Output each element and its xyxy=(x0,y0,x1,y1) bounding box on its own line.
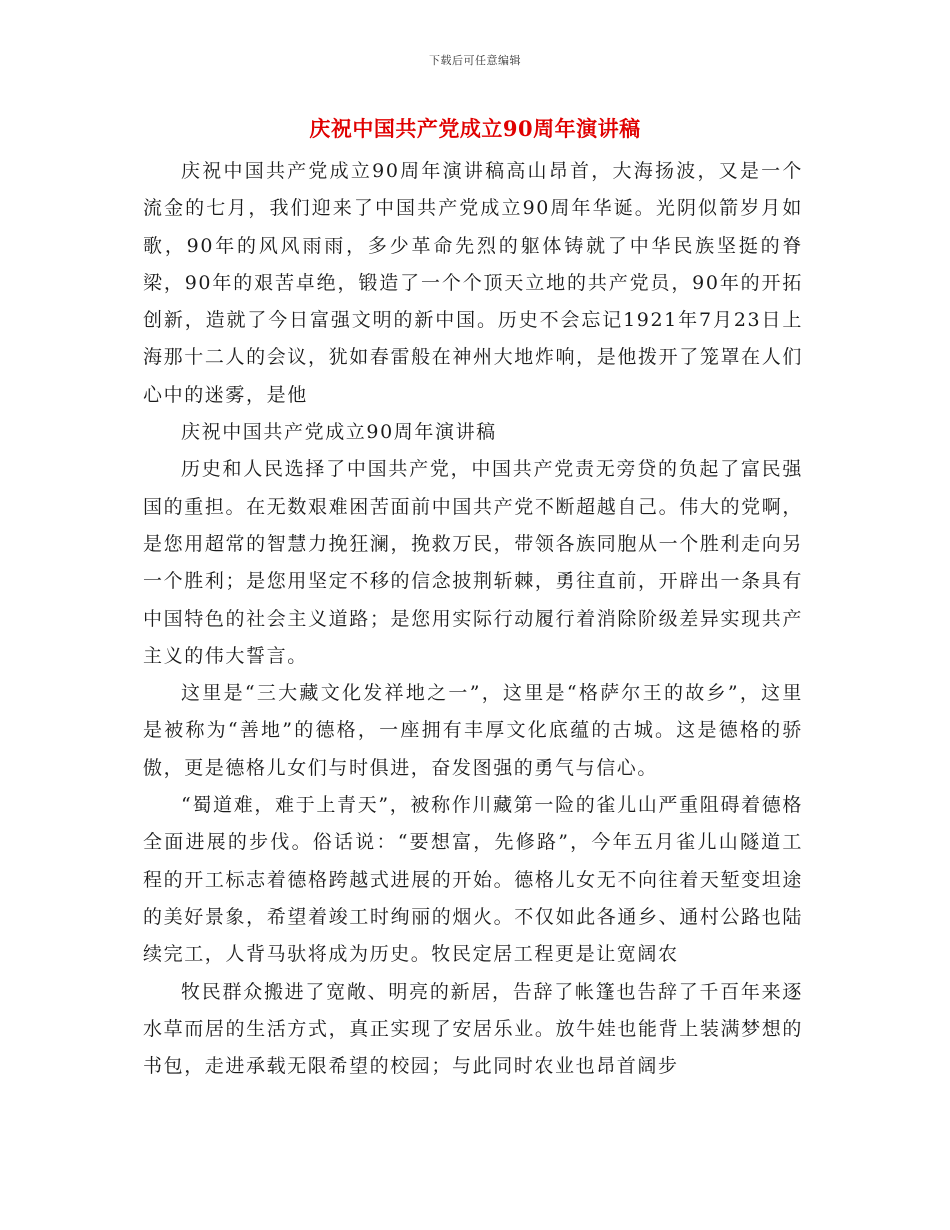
paragraph: 牧民群众搬进了宽敞、明亮的新居，告辞了帐篷也告辞了千百年来逐水草而居的生活方式，真正实现了安居乐业。放牛娃也能背上装满梦想的书包，走进承载无限希望的校园；与此同时农业也昂首阔步 xyxy=(143,980,803,1078)
document-title: 庆祝中国共产党成立90周年演讲稿 xyxy=(309,116,641,141)
paragraph: 历史和人民选择了中国共产党，中国共产党责无旁贷的负起了富民强国的重担。在无数艰难困苦面前中国共产党不断超越自己。伟大的党啊，是您用超常的智慧力挽狂澜，挽救万民，带领各族同胞从一个胜利走向另一个胜利；是您用坚定不移的信念披荆斩棘，勇往直前，开辟出一条具有中国特色的社会主义道路；是您用实际行动履行着消除阶级差异实现共产主义的伟大誓言。 xyxy=(143,458,803,667)
paragraph: 庆祝中国共产党成立90周年演讲稿高山昂首，大海扬波，又是一个流金的七月，我们迎来了中国共产党成立90周年华诞。光阴似箭岁月如歌，90年的风风雨雨，多少革命先烈的躯体铸就了中华民族坚挺的脊梁，90年的艰苦卓绝，锻造了一个个顶天立地的共产党员，90年的开拓创新，造就了今日富强文明的新中国。历史不会忘记1921年7月23日上海那十二人的会议，犹如春雷般在神州大地炸响，是他拨开了笼罩在人们心中的迷雾，是他 xyxy=(143,160,803,406)
document-body xyxy=(143,153,803,1085)
paragraph: “蜀道难，难于上青天”，被称作川藏第一险的雀儿山严重阻碍着德格全面进展的步伐。俗话说：“要想富，先修路”，今年五月雀儿山隧道工程的开工标志着德格跨越式进展的开始。德格儿女无不向往着天堑变坦途的美好景象，希望着竣工时绚丽的烟火。不仅如此各通乡、通村公路也陆续完工，人背马驮将成为历史。牧民定居工程更是让宽阔农 xyxy=(143,794,803,966)
header-note: 下载后可任意编辑 xyxy=(429,54,521,67)
paragraph: 这里是“三大藏文化发祥地之一”，这里是“格萨尔王的故乡”，这里是被称为“善地”的德格，一座拥有丰厚文化底蕴的古城。这是德格的骄傲，更是德格儿女们与时俱进，奋发图强的勇气与信心。 xyxy=(143,682,803,779)
paragraph: 庆祝中国共产党成立90周年演讲稿 xyxy=(181,421,497,444)
